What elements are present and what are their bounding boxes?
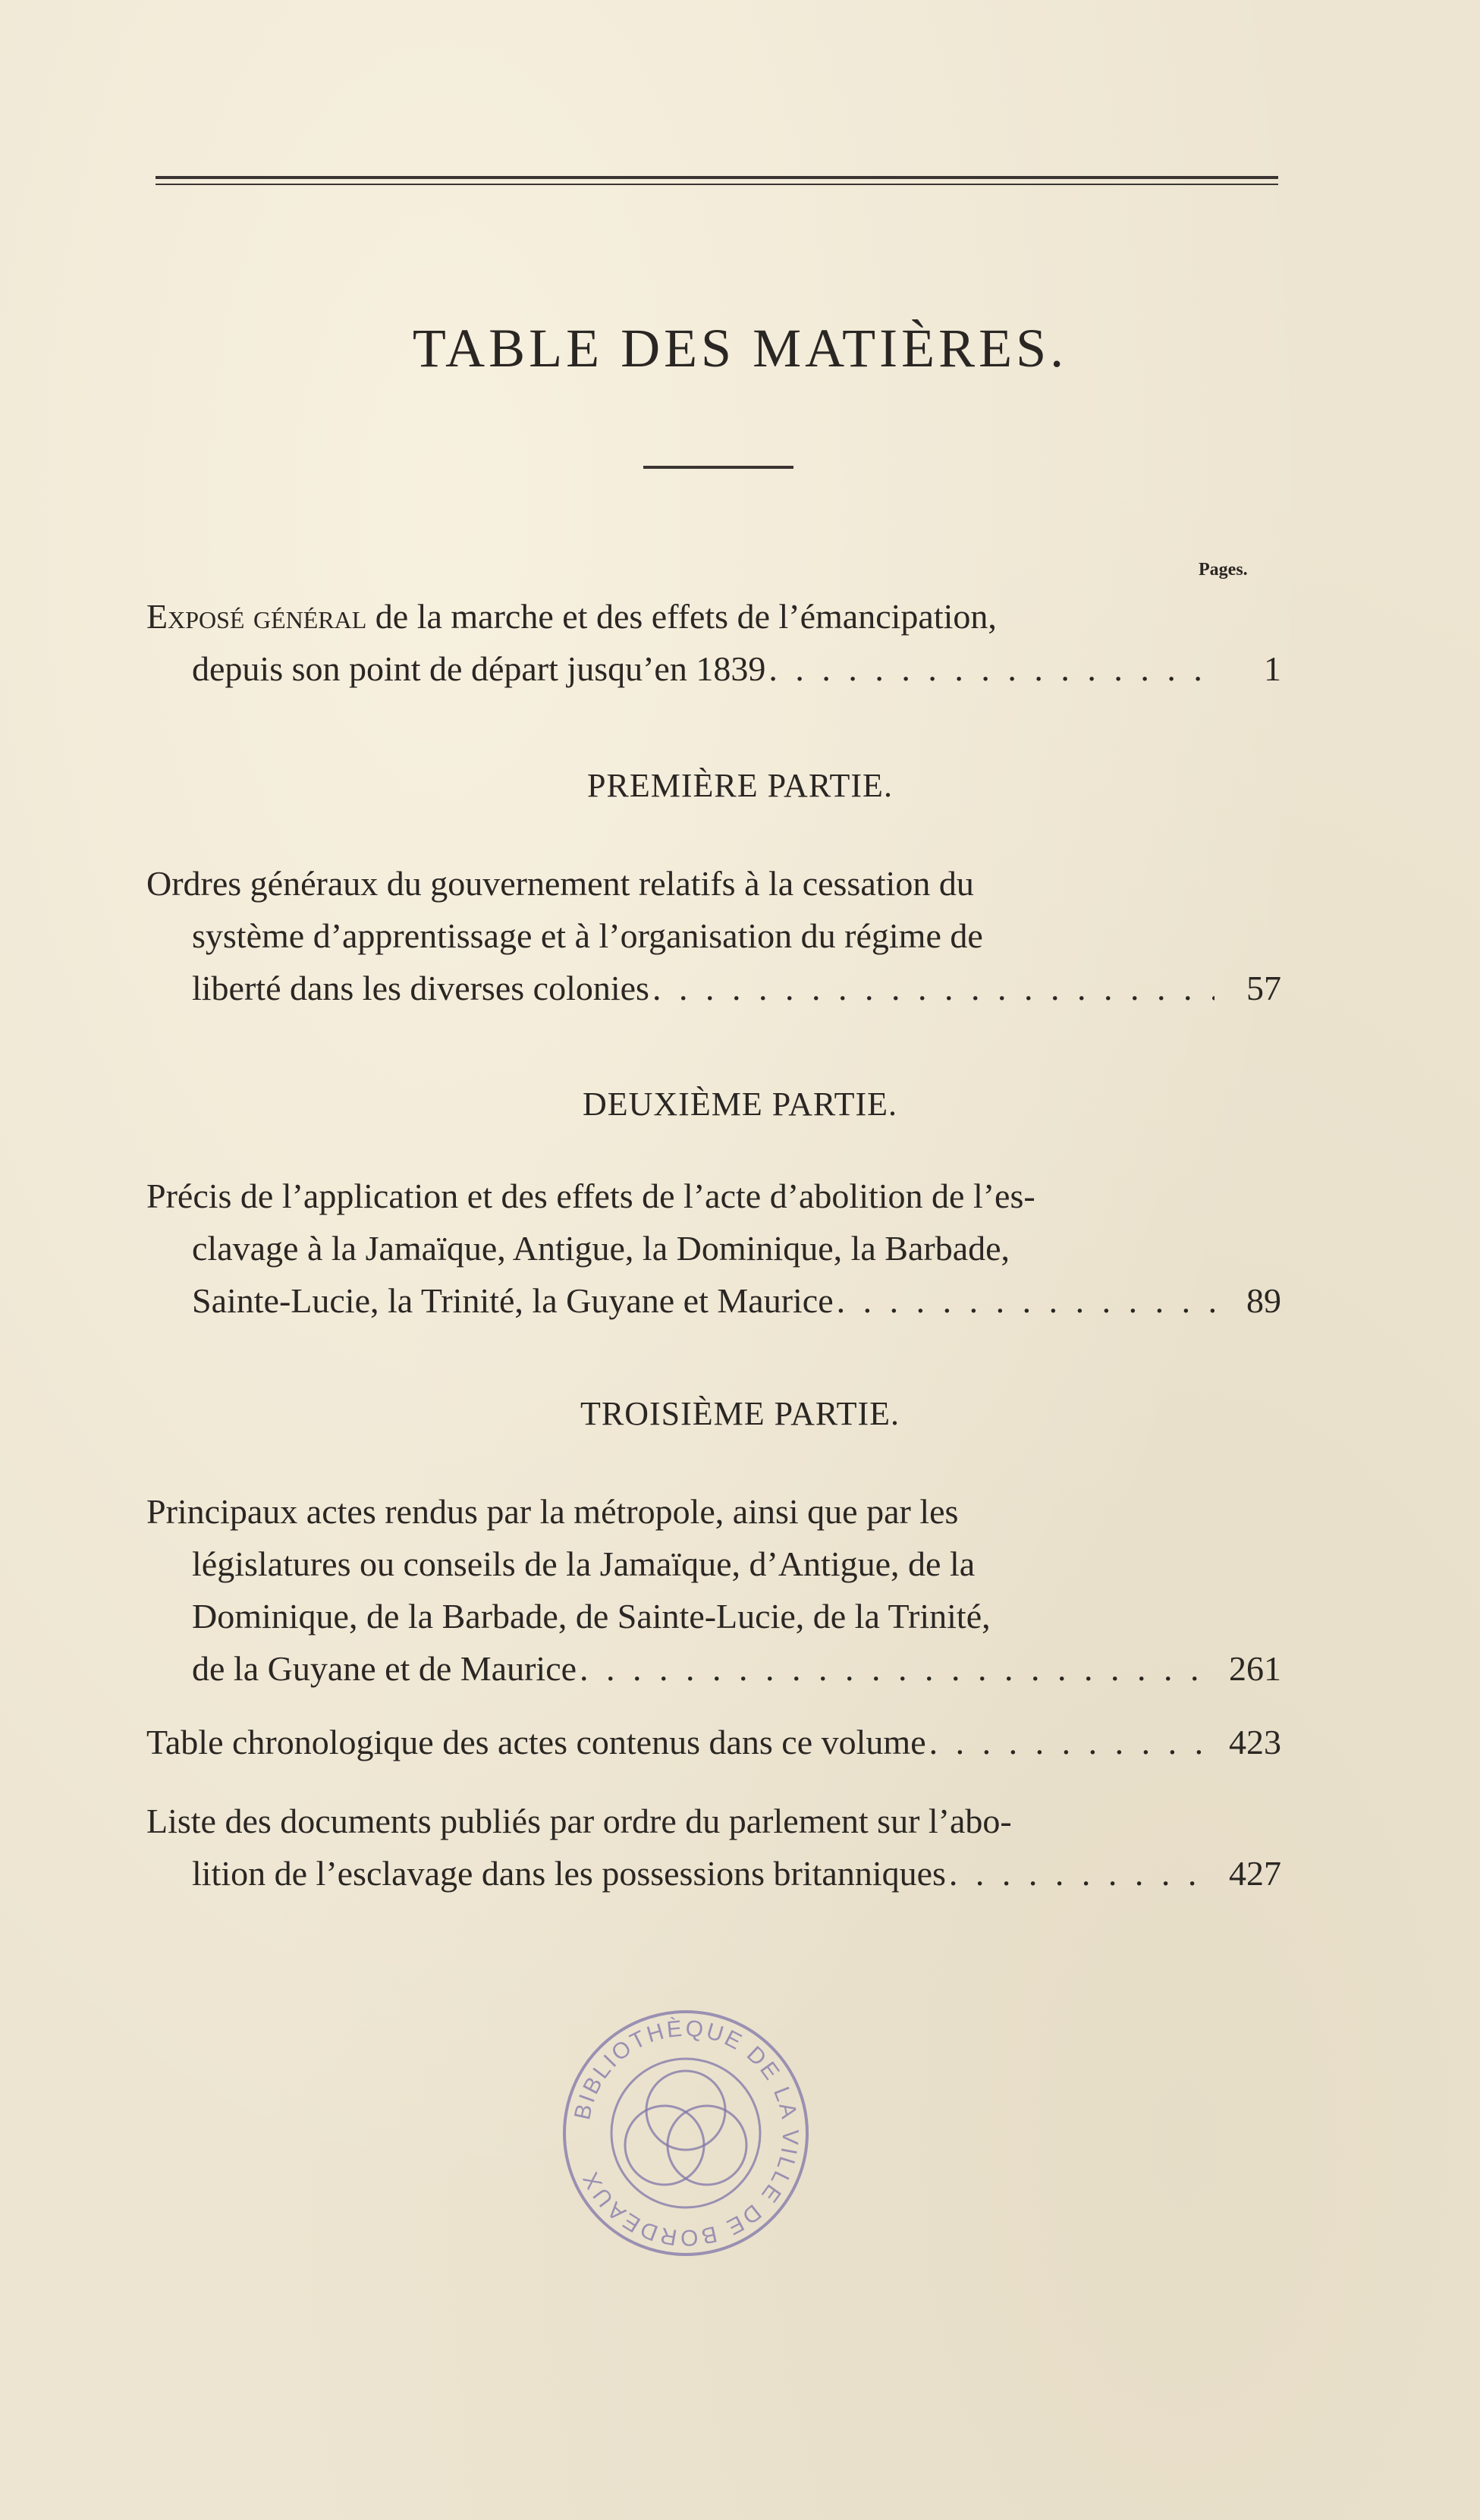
toc-line xyxy=(146,1795,1281,1847)
toc-entry-documents[interactable] xyxy=(146,1795,1281,1899)
expose-line1: de la marche et des effets de l’émancipation, xyxy=(375,597,997,636)
toc-line xyxy=(146,1642,1281,1695)
dot-leader xyxy=(837,1274,1214,1327)
title-divider xyxy=(643,466,793,469)
toc-line xyxy=(146,910,1281,962)
toc-entry-part3[interactable] xyxy=(146,1485,1281,1695)
toc-line xyxy=(146,1716,1281,1768)
dot-leader xyxy=(949,1847,1214,1899)
dot-leader xyxy=(768,643,1214,695)
part2-line1: Précis de l’application et des effets de l’acte d’abolition de l’es- xyxy=(146,1177,1035,1215)
toc-line xyxy=(146,1538,1281,1590)
dot-leader xyxy=(652,962,1214,1014)
documents-line1: Liste des documents publiés par ordre du parlement sur l’abo- xyxy=(146,1802,1012,1840)
toc-entry-chronology[interactable] xyxy=(146,1716,1281,1768)
toc-line xyxy=(146,857,1281,910)
page-title: TABLE DES MATIÈRES. xyxy=(412,318,1068,379)
toc-line xyxy=(146,962,1281,1014)
pages-column-label: Pages. xyxy=(1199,560,1248,580)
toc-line xyxy=(146,1274,1281,1327)
page-number: 57 xyxy=(1246,969,1281,1007)
part3-line3: Dominique, de la Barbade, de Sainte-Lucie, de la Trinité, xyxy=(192,1597,991,1635)
toc-line xyxy=(146,1222,1281,1274)
part1-line1: Ordres généraux du gouvernement relatifs à la cessation du xyxy=(146,864,974,903)
page-number: 423 xyxy=(1229,1723,1281,1761)
svg-text:BIBLIOTHÈQUE DE LA VILLE DE BO xyxy=(570,2016,803,2250)
stamp-seal-icon xyxy=(549,1997,822,2270)
toc-entry-part1[interactable] xyxy=(146,857,1281,1014)
page-number: 89 xyxy=(1246,1281,1281,1320)
part-heading-1: PREMIÈRE PARTIE. xyxy=(587,767,893,804)
dot-leader xyxy=(929,1716,1214,1768)
part-heading-3: TROISIÈME PARTIE. xyxy=(580,1395,900,1432)
part2-line3: Sainte-Lucie, la Trinité, la Guyane et Maurice xyxy=(192,1281,834,1320)
toc-line xyxy=(146,1485,1281,1538)
top-double-rule-thin xyxy=(156,184,1278,185)
toc-line xyxy=(146,1847,1281,1899)
part3-line4: de la Guyane et de Maurice xyxy=(192,1649,577,1688)
toc-line xyxy=(146,1590,1281,1642)
expose-lead: Exposé général xyxy=(146,597,367,636)
part3-line2: législatures ou conseils de la Jamaïque, d’Antigue, de la xyxy=(192,1544,976,1583)
dot-leader xyxy=(580,1642,1214,1695)
top-double-rule xyxy=(156,176,1278,179)
toc-line xyxy=(146,590,1281,643)
part-heading-2: DEUXIÈME PARTIE. xyxy=(582,1086,898,1123)
page-number: 427 xyxy=(1229,1854,1281,1893)
part1-line3: liberté dans les diverses colonies xyxy=(192,969,649,1007)
toc-entry-expose[interactable] xyxy=(146,590,1281,695)
toc-entry-part2[interactable] xyxy=(146,1170,1281,1327)
documents-line2: lition de l’esclavage dans les possessions britanniques xyxy=(192,1854,946,1893)
part3-line1: Principaux actes rendus par la métropole, ainsi que par les xyxy=(146,1492,959,1531)
toc-line xyxy=(146,643,1281,695)
page-number: 1 xyxy=(1264,649,1281,688)
part1-line2: système d’apprentissage et à l’organisation du régime de xyxy=(192,916,983,955)
toc-line xyxy=(146,1170,1281,1222)
stamp-text: BIBLIOTHÈQUE DE LA VILLE DE BORDEAUX xyxy=(570,2016,803,2251)
page-number: 261 xyxy=(1229,1649,1281,1688)
part2-line2: clavage à la Jamaïque, Antigue, la Dominique, la Barbade, xyxy=(192,1229,1010,1268)
chronology-line1: Table chronologique des actes contenus dans ce volume xyxy=(146,1723,926,1761)
expose-line2: depuis son point de départ jusqu’en 1839 xyxy=(192,649,766,688)
